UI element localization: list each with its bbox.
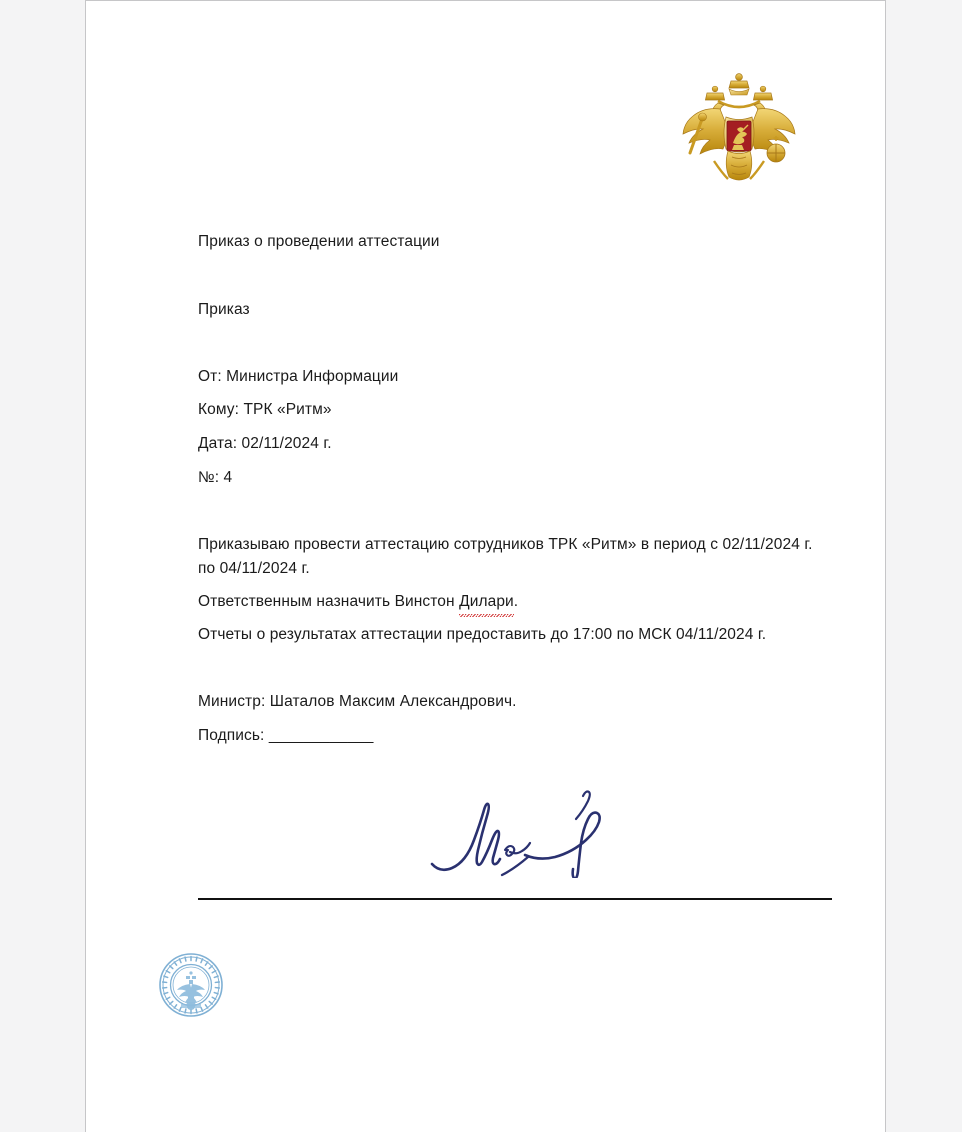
- meta-number: №: 4: [198, 469, 233, 486]
- document-subtitle: Приказ: [198, 301, 250, 318]
- meta-date: Дата: 02/11/2024 г.: [198, 435, 332, 452]
- body-paragraph-2-suffix: .: [513, 593, 519, 610]
- handwritten-signature-icon: [426, 756, 626, 878]
- signature-line-label: Подпись: ____________: [198, 727, 374, 744]
- official-round-stamp-icon: [156, 951, 226, 1019]
- document-page: [85, 0, 886, 1132]
- horizontal-rule: [198, 898, 832, 900]
- body-paragraph-2: [198, 590, 518, 617]
- body-paragraph-2-prefix: Ответственным назначить Винстон: [198, 593, 460, 610]
- meta-to: Кому: ТРК «Ритм»: [198, 401, 332, 418]
- russian-coat-of-arms-icon: [674, 69, 804, 193]
- spellcheck-misspelled-word: Дилари: [459, 590, 514, 617]
- meta-from: От: Министра Информации: [198, 368, 399, 385]
- body-paragraph-1: Приказываю провести аттестацию сотрудников ТРК «Ритм» в период с 02/11/2024 г. по 04/11/2024 г.: [198, 536, 818, 578]
- minister-name: Министр: Шаталов Максим Александрович.: [198, 693, 517, 710]
- body-paragraph-3: Отчеты о результатах аттестации предоставить до 17:00 по МСК 04/11/2024 г.: [198, 626, 767, 643]
- document-title: Приказ о проведении аттестации: [198, 233, 440, 250]
